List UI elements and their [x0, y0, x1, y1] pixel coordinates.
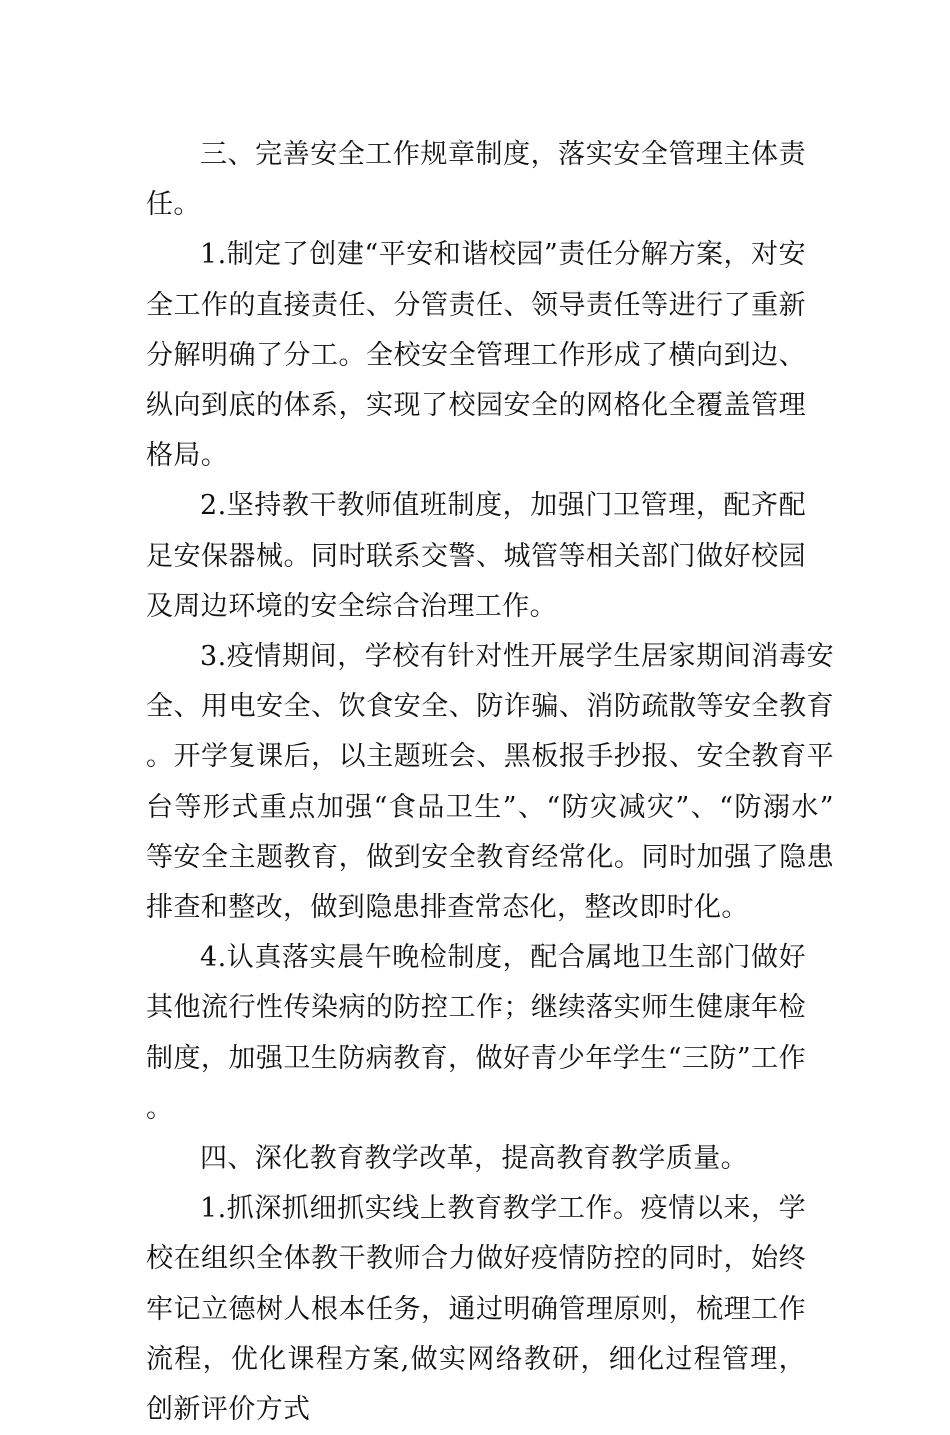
- paragraph-item-3-2: 2.坚持教干教师值班制度，加强门卫管理，配齐配足安保器械。同时联系交警、城管等相关部门做好校园及周边环境的安全综合治理工作。: [146, 490, 806, 622]
- section-heading-4: 四、深化教育教学改革，提高教育教学质量。: [200, 1143, 748, 1175]
- section-heading-3: 三、完善安全工作规章制度，落实安全管理主体责任。: [146, 139, 806, 221]
- paragraph-item-3-1: 1.制定了创建“平安和谐校园”责任分解方案，对安全工作的直接责任、分管责任、领导责任等进行了重新分解明确了分工。全校安全管理工作形成了横向到边、纵向到底的体系，实现了校园安全的网格化全覆盖管理格局。: [146, 239, 806, 472]
- paragraph-item-3-3: 3.疫情期间，学校有针对性开展学生居家期间消毒安全、用电安全、饮食安全、防诈骗、消防疏散等安全教育。开学复课后，以主题班会、黑板报手抄报、安全教育平台等形式重点加强“食品卫生”、“防灾减灾”、“防溺水”等安全主题教育，做到安全教育经常化。同时加强了隐患排查和整改，做到隐患排查常态化，整改即时化。: [146, 641, 834, 924]
- document-body: [146, 130, 834, 1435]
- paragraph-item-3-4: 4.认真落实晨午晚检制度，配合属地卫生部门做好其他流行性传染病的防控工作；继续落实师生健康年检制度，加强卫生防病教育，做好青少年学生“三防”工作。: [146, 942, 806, 1124]
- paragraph-item-4-1: 1.抓深抓细抓实线上教育教学工作。疫情以来，学校在组织全体教干教师合力做好疫情防控的同时，始终牢记立德树人根本任务，通过明确管理原则，梳理工作流程，优化课程方案,做实网络教研，细化过程管理，创新评价方式: [146, 1193, 806, 1426]
